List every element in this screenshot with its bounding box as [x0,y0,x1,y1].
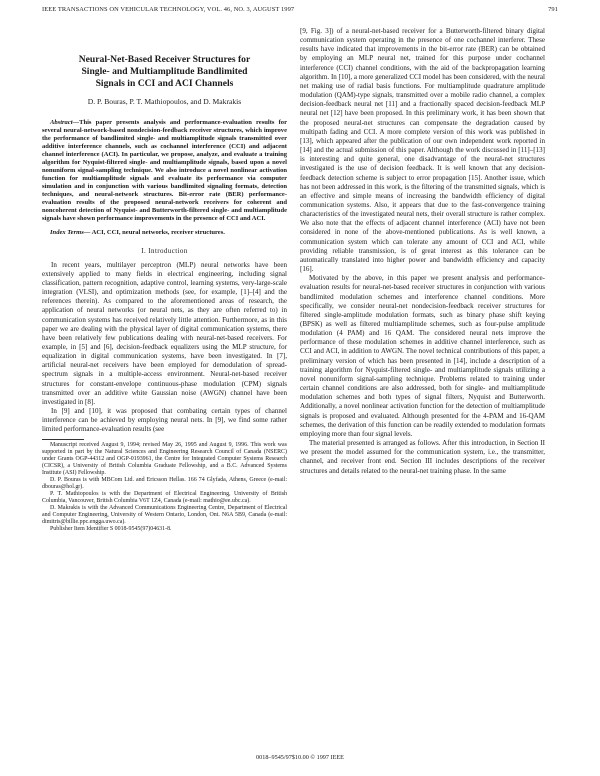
footnote-divider [42,439,84,440]
journal-name: IEEE TRANSACTIONS ON VEHICULAR TECHNOLOGY, VOL. 46, NO. 3, AUGUST 1997 [42,6,295,13]
footnotes [42,442,287,534]
running-header [42,6,558,16]
author-list: D. P. Bouras, P. T. Mathiopoulos, and D. Makrakis [87,97,242,107]
title-line: Signals in CCI and ACI Channels [95,77,234,89]
body-paragraph: In recent years, multilayer perceptron (MLP) neural networks have been extensively applied to many fields in electrical engineering, including signal classification, pattern recognition, adaptive control, learning systems, very-large-scale integration (VLSI), and optimization methods (see, for example, [1]–[4] and the references therein). As compared to the aforementioned areas of research, the application of neural networks (or neural nets, as they are often referred to) in communication systems has received relatively little attention. Furthermore, as in this paper we are dealing with the physical layer of digital communication systems, there have been relatively few publications dealing with neural-net-based receivers. For example, in [5] and [6], decision-feedback equalizers using the MLP structure, for equalization in digital communication systems, have been investigated. In [7], artificial neural-net receivers have been employed for demodulation of spread-spectrum signals in a multiple-access environment. Neural-net-based receiver structures for constant-envelope continuous-phase modulation (CPM) signals transmitted over an additive white Gaussian noise (AWGN) channel have been investigated in [8]. [42,260,287,406]
footnote: Publisher Item Identifier S 0018-9545(97)04631-8. [50,526,172,533]
index-terms-text: ACI, CCI, neural networks, receiver structures. [91,229,225,237]
title-line: Neural-Net-Based Receiver Structures for [78,54,251,65]
body-paragraph: In [9] and [10], it was proposed that combating certain types of channel interference can be achieved by employing neural nets. In [9], we find some rather limited performance-evaluation results (see [42,407,287,434]
paper-title [42,54,287,89]
left-column [42,28,287,533]
footnote: D. P. Bouras is with MBCom Ltd. and Ericsson Hellas. 166 74 Glyfada, Athens, Greece (e-mail: dbouras@hol.gr). [42,476,287,490]
index-terms-label: Index Terms— [50,229,91,237]
footnote: P. T. Mathiopoulos is with the Department of Electrical Engineering, University of British Columbia, Vancouver, British Columbia V6T 1Z4, Canada (e-mail: mathio@ee.ubc.ca). [42,490,287,504]
section-heading: I. Introduction [141,247,188,256]
index-terms [42,229,287,237]
footnote: Manuscript received August 9, 1994; revised May 26, 1995 and August 9, 1996. This work was supported in part by the Natural Sciences and Engineering Research Council of Canada (NSERC) under Grants OGP-44312 and OGP-0193961, the Centre for Integrated Computer Systems Research (CICSR), a University of British Columbia Graduate Fellowship, and a B.C. Advanced Systems Institute (ASI) Fellowship. [42,441,287,476]
copyright-line: 0018–9545/97$10.00 © 1997 IEEE [256,754,344,761]
abstract-label: Abstract— [50,118,80,126]
abstract [42,119,287,224]
page-number: 791 [548,6,558,13]
abstract-text: This paper presents analysis and performance-evaluation results for several neural-network-based nondecision-feedback receiver structures, which improve the performance of bandlimited single- and multiamplitude signals transmitted over additive interference channels, such as cochannel interference (CCI) and adjacent channel interference (ACI). In particular, we propose, analyze, and evaluate a training algorithm for Nyquist-filtered single- and multiamplitude signals, based upon a novel nonuniform signal-sampling technique. We also introduce a novel nonlinear activation function for multiamplitude signals and evaluate its performance via computer simulation and in conjunction with various bandlimited signaling formats, detection techniques, and neural-network structures. Bit-error rate (BER) performance-evaluation results of the proposed neural-network receivers for coherent and noncoherent detection of Nyquist- and Butterworth-filtered single- and multiamplitude signals have shown performance improvements in the presence of CCI and ACI. [42,118,287,223]
title-line: Single- and Multiamplitude Bandlimited [81,65,248,77]
footnote: D. Makrakis is with the Advanced Communications Engineering Centre, Department of Electrical and Computer Engineering, University of Western Ontario, London, Ont. N6A 5B9, Canada (e-mail: dimitris@billie.ppc.engga.uwo.ca). [42,505,287,526]
body-paragraph: Motivated by the above, in this paper we present analysis and performance-evaluation results for neural-net-based receiver structures in conjunction with various bandlimited modulation schemes and interference channel conditions. More specifically, we consider neural-net nondecision-feedback receiver structures for filtered single-amplitude modulation formats, such as binary phase shift keying (BPSK) as well as filtered multiamplitude schemes, such as four-pulse amplitude modulation (4 PAM) and 16 QAM. The considered neural nets improve the performance of these modulation schemes in additive channel interference, such as CCI and ACI, in addition to AWGN. The novel technical contributions of this paper, a preliminary version of which has been presented in [14], include a description of a training algorithm for Nyquist-filtered single- and multiamplitude signals utilizing a novel nonuniform signal-sampling technique. Problems related to training under certain channel conditions are also addressed, both for single- and multiamplitude modulation schemes and both types of signal filters, Nyquist and Butterworth. Additionally, a novel nonlinear activation function for the detection of multiamplitude signals is proposed and evaluated. Although presented for the 4-PAM and 16-QAM schemes, the derivation of this function can be readily extended to modulation formats employing more than four signal levels. [300,274,545,438]
body-paragraph: [9, Fig. 3]) of a neural-net-based receiver for a Butterworth-filtered binary digital communication system operating in the presence of one cochannel interferer. These results have indicated that improvements in the bit-error rate (BER) can be obtained by employing an MLP neural net, trained for this purpose under cochannel interference (CCI) channel conditions, with the aid of the backpropagation learning algorithm. In [10], a more generalized CCI model has been considered, with the neural net making use of radial basis functions. For multiamplitude quadrature amplitude modulation (QAM)-type signals, transmitted over a mobile radio channel, a complex decision-feedback neural net [11] and a fractionally spaced decision-feedback MLP neural net [12] have been proposed. In this preliminary work, it has been shown that the proposed neural-net structures can compensate the degradation caused by multipath fading and CCI. A more complete version of this work was published in [13], which appeared after the publication of our own independent work reported in [14] and the actual submission of this paper. Although the work discussed in [11]–[13] is interesting and quite general, one disadvantage of the neural-net structures investigated is the use of decision feedback. It is well known that any decision-feedback detection scheme is subject to error propagation [15]. Another issue, which has not been addressed in this work, is the filtering of the transmitted signals, which is an effective and simple means of increasing the bandwidth efficiency of digital communication systems. Also, it appears that due to the fast-convergence training characteristics of the investigated neural nets, their overall structure is rather complex. We also note that the effects of adjacent channel interference (ACI) have not been considered in none of the above-mentioned publications. As is well known, a communication system which can tolerate any amount of CCI and ACI, while providing reliable transmission, is of great interest as this tolerance can be automatically translated into higher power and bandwidth efficiency and capacity [16]. [300,27,545,274]
body-paragraph: The material presented is arranged as follows. After this introduction, in Section II we present the model assumed for the communication system, i.e., the transmitter, channel, and receiver front end. Section III includes descriptions of the receiver structures and details related to the neural-net training phase. In the same [300,439,545,475]
right-column [300,27,545,476]
